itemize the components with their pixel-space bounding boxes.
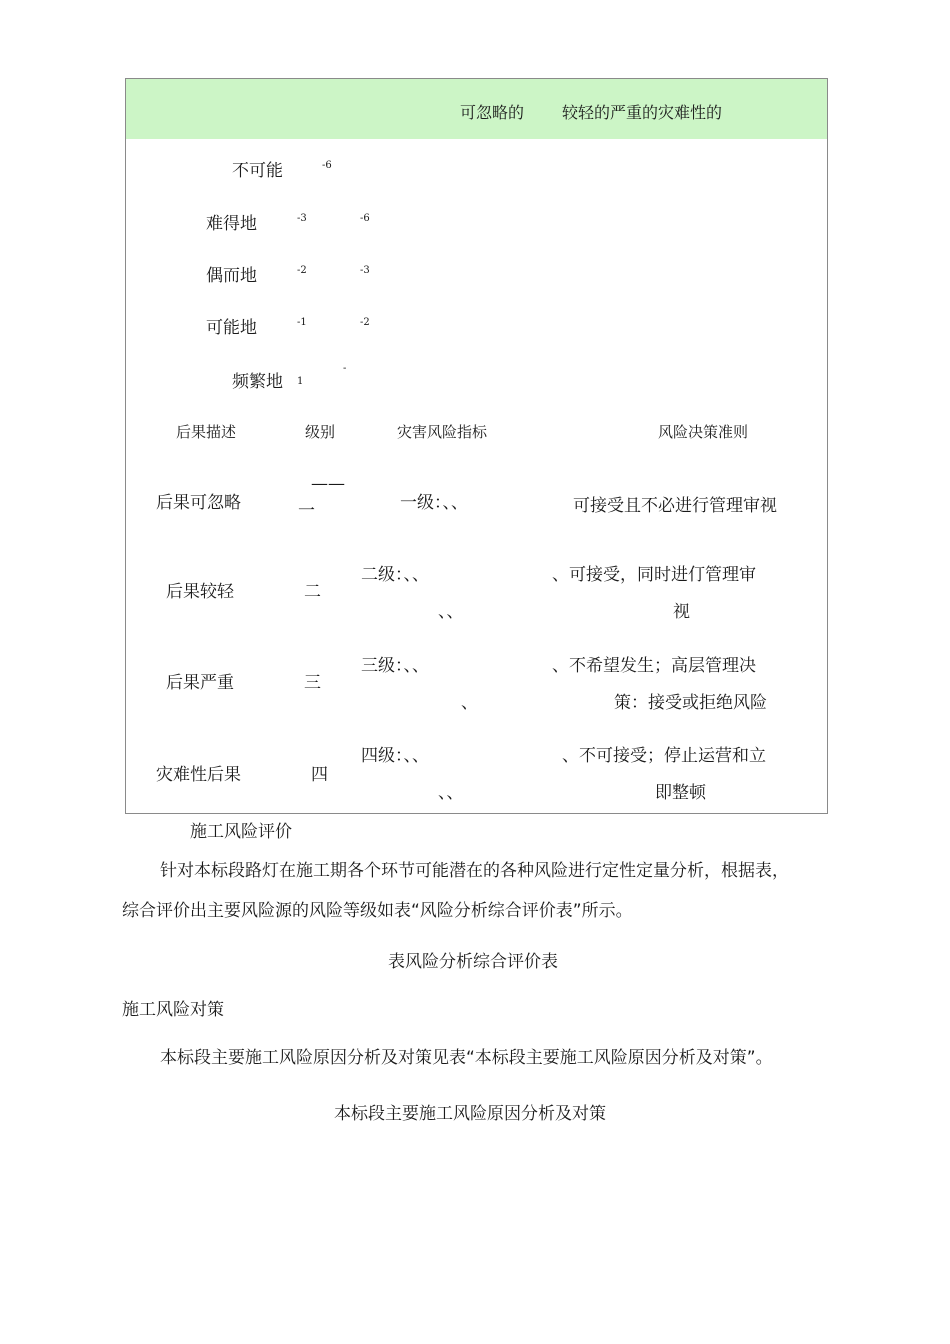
likelihood-label: 不可能 [232, 161, 283, 181]
table-caption: 本标段主要施工风险原因分析及对策 [334, 1104, 606, 1124]
criteria-index: 四级：、、 [361, 746, 429, 766]
criteria-rule: 可接受且不必进行管理审视 [573, 496, 777, 516]
criteria-index-cont: 、、 [438, 783, 464, 803]
likelihood-label: 频繁地 [232, 372, 283, 392]
criteria-rule-cont: 策：接受或拒绝风险 [614, 693, 767, 713]
criteria-rule: 、不希望发生；高层管理决 [552, 656, 756, 676]
matrix-value: -6 [360, 213, 370, 224]
section-heading-eval: 施工风险评价 [190, 822, 292, 842]
criteria-header-desc: 后果描述 [176, 423, 237, 441]
table-caption: 表风险分析综合评价表 [388, 952, 558, 972]
criteria-index: 三级：、、 [361, 656, 429, 676]
matrix-value: 1 [297, 376, 304, 387]
criteria-level: 四 [311, 765, 328, 785]
criteria-index: 一级：、、 [400, 493, 468, 513]
criteria-level: —— [311, 474, 345, 494]
likelihood-label: 难得地 [206, 214, 257, 234]
criteria-header-rule: 风险决策准则 [658, 423, 749, 441]
likelihood-label: 偶而地 [206, 266, 257, 286]
criteria-desc: 后果可忽略 [156, 493, 241, 513]
matrix-value: -2 [360, 317, 370, 328]
criteria-desc: 后果严重 [166, 673, 234, 693]
criteria-rule-cont: 即整顿 [655, 783, 706, 803]
criteria-header-index: 灾害风险指标 [397, 423, 488, 441]
matrix-value: -2 [297, 265, 307, 276]
paragraph-line: 针对本标段路灯在施工期各个环节可能潜在的各种风险进行定性定量分析，根据表， [160, 861, 789, 881]
paragraph-line: 综合评价出主要风险源的风险等级如表“风险分析综合评价表”所示。 [122, 901, 633, 921]
criteria-rule-cont: 视 [673, 602, 690, 622]
section-heading-measures: 施工风险对策 [122, 1000, 224, 1020]
matrix-value: -1 [297, 317, 307, 328]
criteria-level: 二 [304, 582, 321, 602]
header-col-negligible: 可忽略的 [460, 103, 525, 122]
matrix-value: - [343, 363, 347, 374]
criteria-rule: 、不可接受；停止运营和立 [562, 746, 766, 766]
criteria-desc: 灾难性后果 [156, 765, 241, 785]
criteria-desc: 后果较轻 [166, 582, 234, 602]
matrix-value: -6 [322, 160, 332, 171]
criteria-header-level: 级别 [305, 423, 336, 441]
paragraph-line: 本标段主要施工风险原因分析及对策见表“本标段主要施工风险原因分析及对策”。 [160, 1048, 773, 1068]
matrix-value: -3 [360, 265, 370, 276]
criteria-index-cont: 、、 [438, 602, 464, 622]
header-col-others: 较轻的严重的灾难性的 [562, 103, 723, 122]
criteria-index: 二级：、、 [361, 565, 429, 585]
likelihood-label: 可能地 [206, 318, 257, 338]
criteria-rule: 、可接受，同时进仃管理审 [552, 565, 756, 585]
matrix-value: -3 [297, 213, 307, 224]
criteria-index-cont: 、 [461, 693, 478, 713]
criteria-level-cont: 一 [298, 501, 315, 521]
criteria-level: 三 [304, 673, 321, 693]
